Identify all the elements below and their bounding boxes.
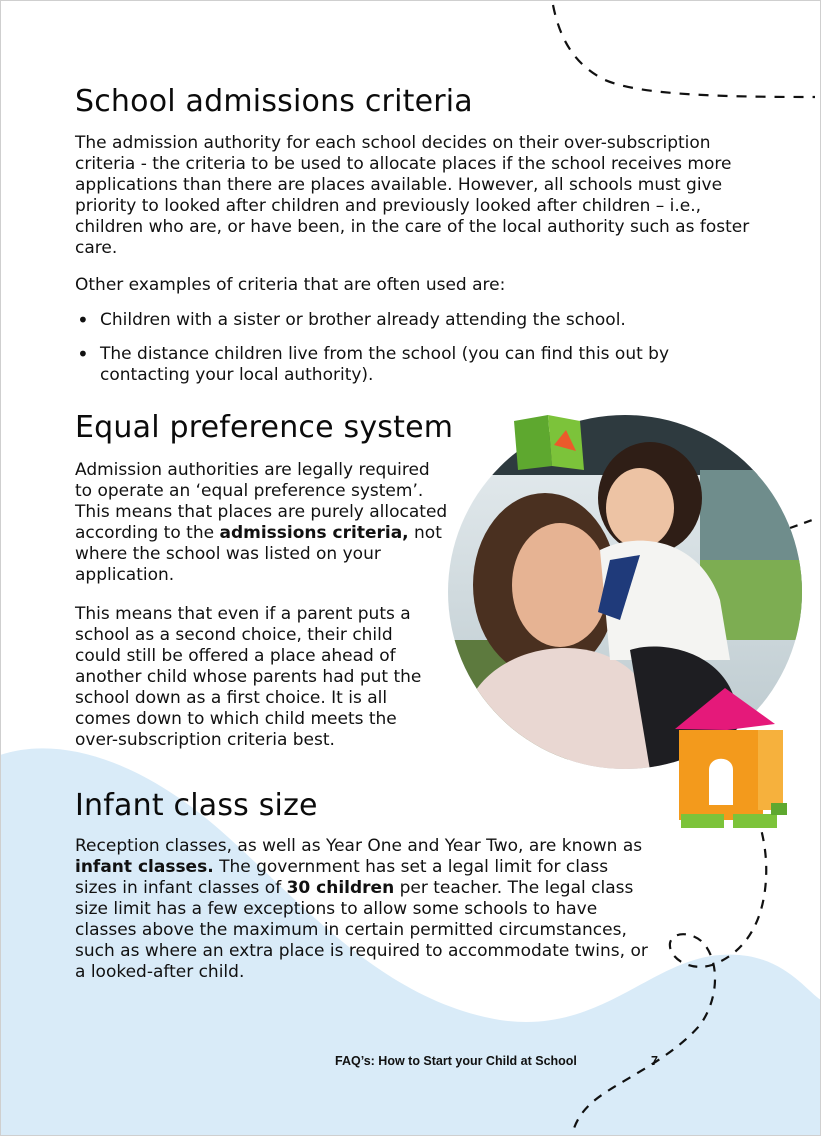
admissions-examples-lead: Other examples of criteria that are often used are: [75, 275, 506, 295]
toy-block-green [514, 415, 584, 470]
equal-preference-p1 [75, 460, 450, 586]
equal-preference-p2: This means that even if a parent puts a school as a second choice, their child could still be offered a place ahead of another child whose parents had put the school down as a first choice. It is all comes down to which child meets the over-subscription criteria best. [75, 604, 422, 750]
infant-class-a: Reception classes, as well as Year One and Year Two, are known as [75, 836, 643, 856]
equal-preference-p1-a: Admission authorities are legally required to operate an ‘equal preference system’. This means that places are purely allocated according to the [75, 460, 448, 543]
page-number: 7 [651, 1054, 658, 1068]
criteria-item: • The distance children live from the school (you can find this out by contacting your local authority). [75, 344, 715, 386]
heading-equal-preference: Equal preference system [75, 410, 454, 445]
heading-infant-class: Infant class size [75, 788, 318, 823]
infant-class-c: per teacher. The legal class size limit has a few exceptions to allow some schools to have classes above the maximum in certain permitted circumstances, such as where an extra place is required to accommodate twins, or a looked-after child. [75, 878, 648, 982]
infant-class-b: The government has set a legal limit for class sizes in infant classes of [75, 857, 609, 898]
dashed-path-right [790, 519, 815, 528]
infant-class-bold1: infant classes. [75, 857, 214, 877]
criteria-item: • Children with a sister or brother already attending the school. [75, 310, 715, 331]
equal-preference-p1-b: not where the school was listed on your application. [75, 523, 442, 585]
criteria-list [75, 310, 715, 399]
footer-title: FAQ’s: How to Start your Child at School [335, 1054, 577, 1068]
infant-class-paragraph [75, 836, 650, 983]
heading-admissions: School admissions criteria [75, 84, 473, 119]
equal-preference-p1-bold: admissions criteria, [219, 523, 409, 543]
infant-class-bold2: 30 children [286, 878, 395, 898]
admissions-intro: The admission authority for each school decides on their over-subscription criteria - the criteria to be used to allocate places if the school receives more applications than there are places available. However, all schools must give priority to looked after children and previously looked after children – i.e., children who are, or have been, in the care of the local authority such as foster care. [75, 133, 750, 258]
dashed-path-top [553, 5, 815, 97]
